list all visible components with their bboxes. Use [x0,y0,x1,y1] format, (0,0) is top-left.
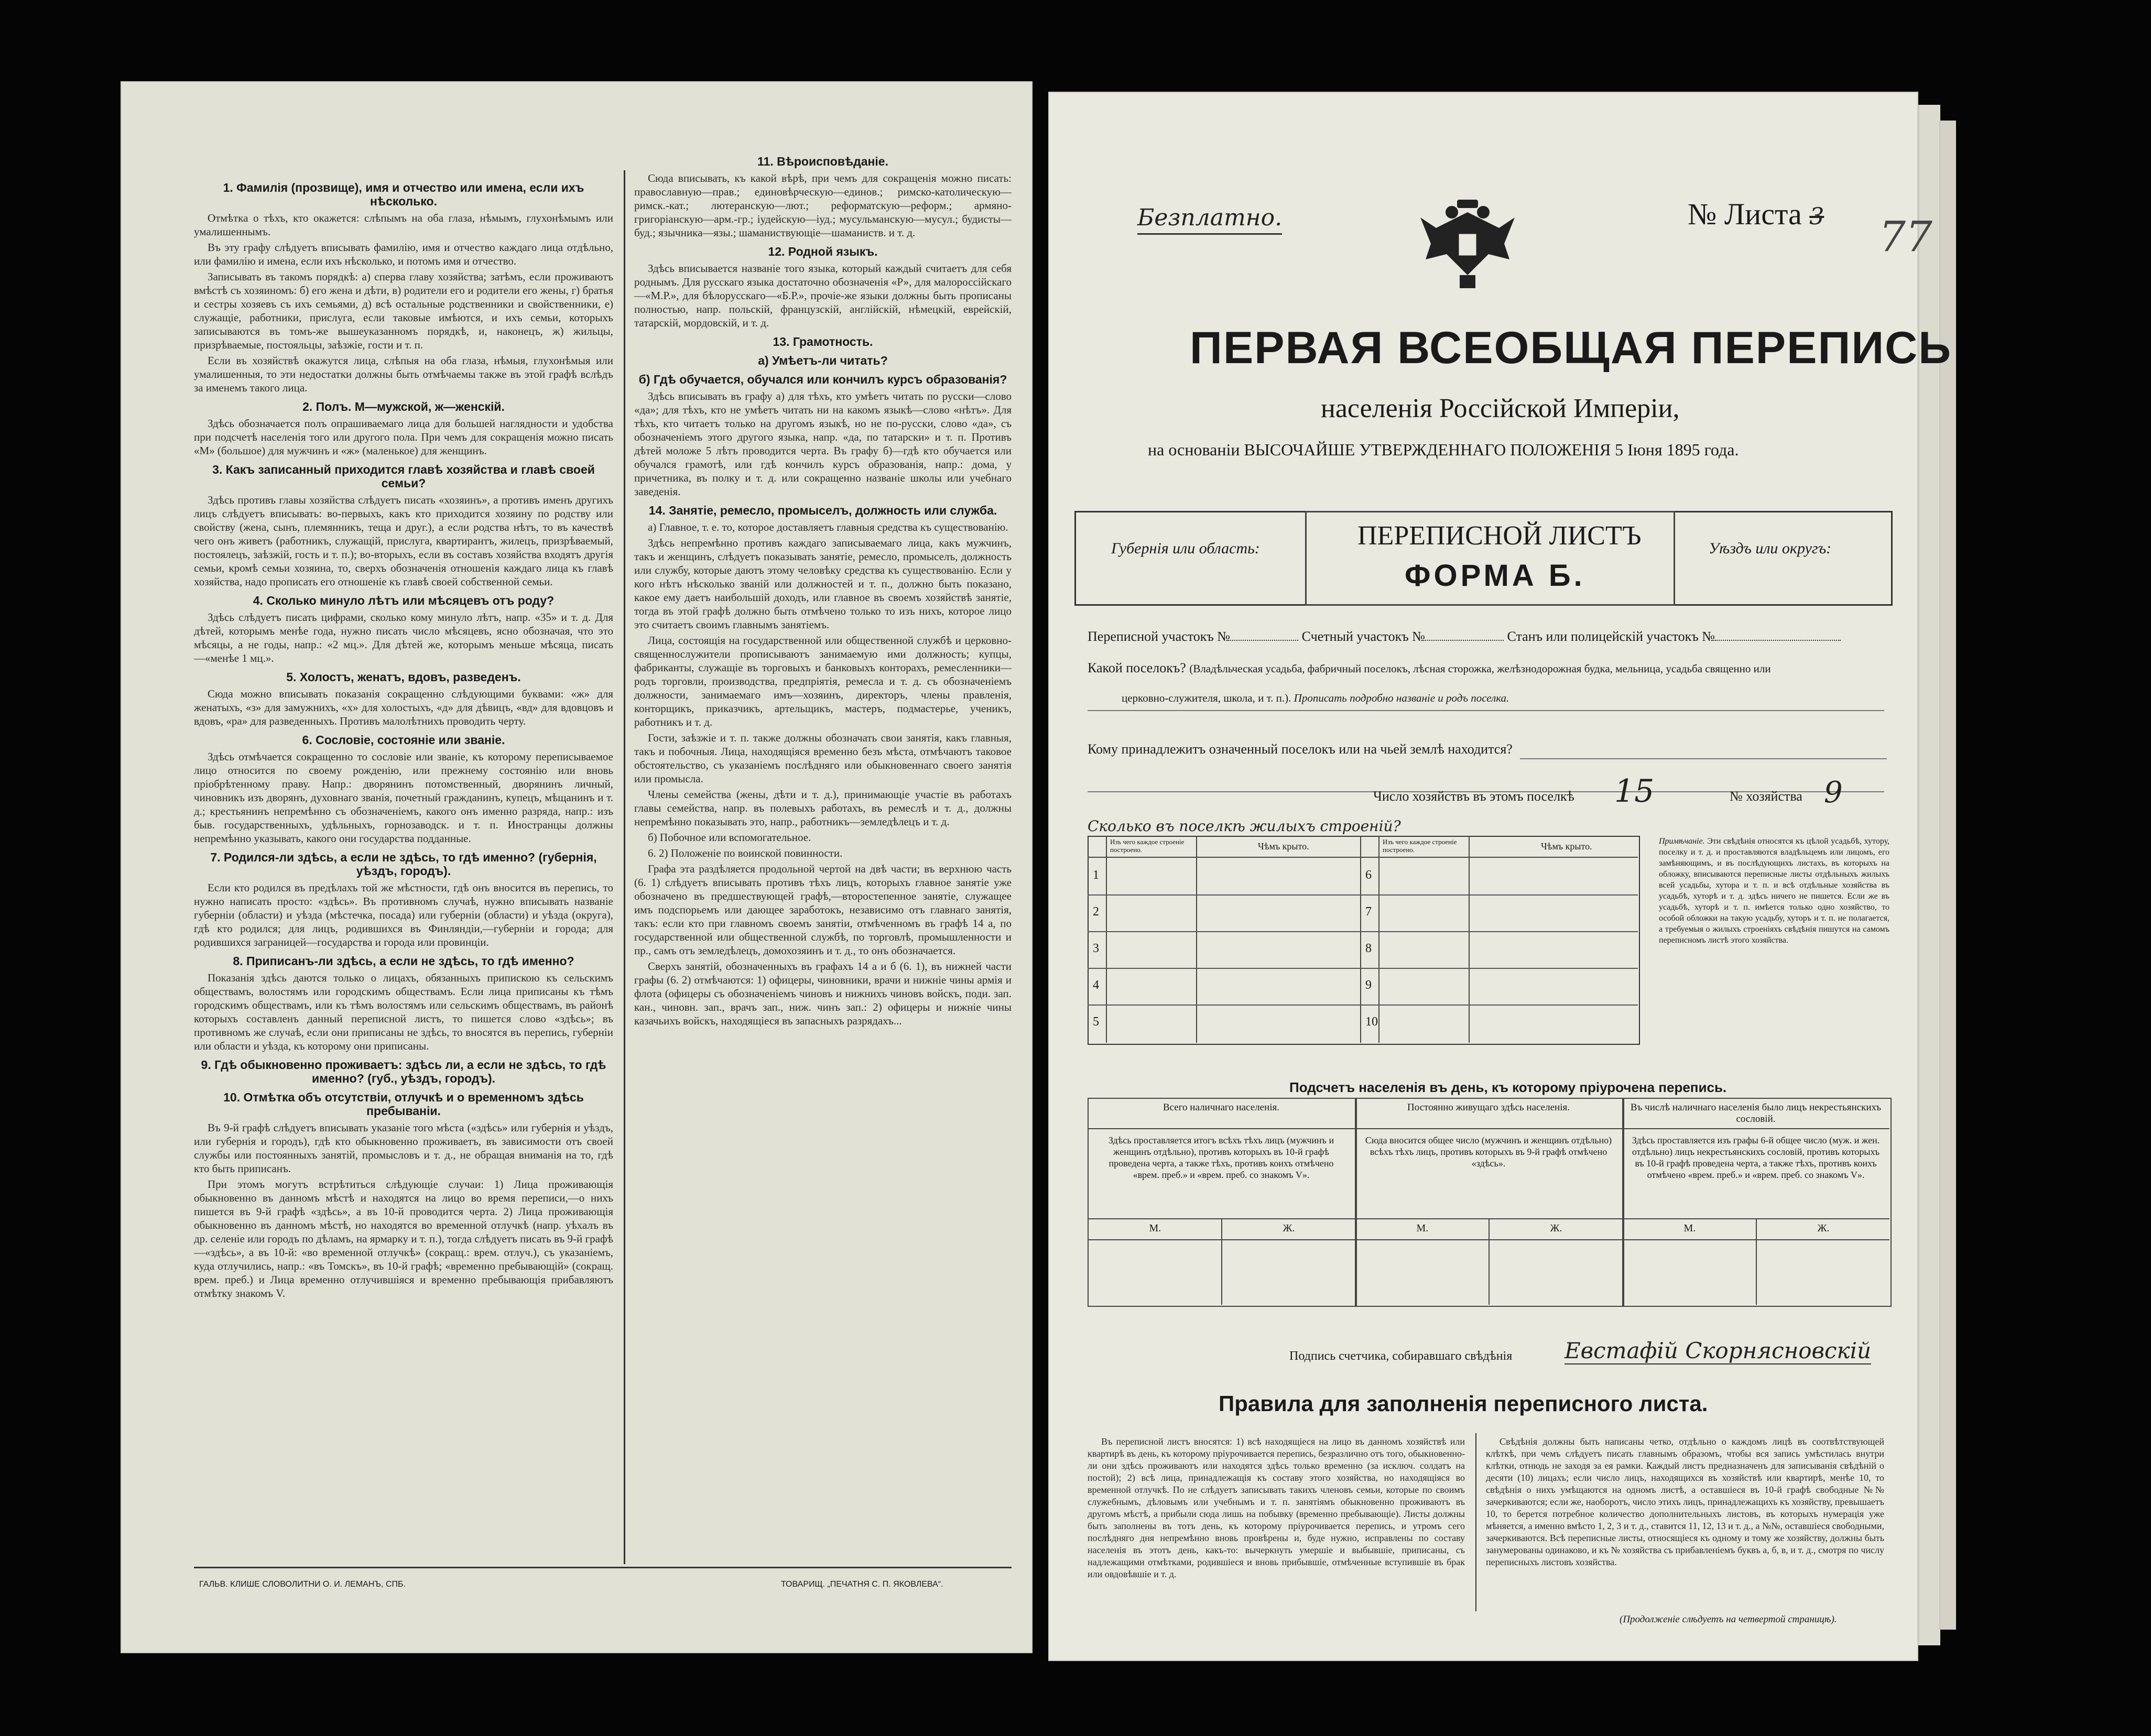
count-title: Подсчетъ населенія въ день, къ которому пріурочена перепись. [1289,1079,1727,1095]
settlement-label: Какой поселокъ? [1088,660,1186,675]
building-row-number: 10 [1365,1015,1378,1029]
section-paragraph: Графа эта раздѣляется продольной чертой на двѣ части; въ верхнюю часть (6. 1) слѣдуетъ вписывать противъ тѣхъ лицъ, которыхъ главное занятіе уже обозначено въ предшествующей графѣ,—второстепенное занятіе, служащее имъ подспорьемъ или дающее заработокъ, независимо отъ главнаго занятія, такъ: если кто при главномъ своемъ занятіи, отмѣченномъ въ графѣ 14 а, по государственной или общественной службѣ, по торговлѣ, промышленности и пр., самъ отъ земледѣлецъ, домохозяинъ и т. д., то онъ обозначается. [634,862,1012,957]
building-row-number: 1 [1093,868,1099,882]
count-head-rule [1622,1128,1889,1129]
count-mf-divider [1489,1218,1490,1305]
section-paragraph: Здѣсь вписывается названіе того языка, который каждый считаетъ для себя роднымъ. Для русскаго языка достаточно обозначенія «Р», для малороссійскаго—«М.Р.», для бѣлорусскаго—«Б.Р.», прочіе-же языки должны быть прописаны полностью, напр. польскій, французскій, англійскій, нѣмецкій, еврейскій, татарскій, мордовскій, и т. д. [634,262,1012,329]
right-page-census-form [1048,92,1952,1661]
section-title: 13. Грамотность. [773,335,873,348]
count-column-head: Всего наличнаго населенія. [1163,1102,1280,1113]
section-paragraph: Здѣсь противъ главы хозяйства слѣдуетъ писать «хозяинъ», а противъ именъ другихъ лицъ слѣдуетъ вписывать: во-первыхъ, какъ кто приходится хозяину по родству или свойству (жена, сынъ, племянникъ, теща и друг.), а если родства нѣтъ, то въ качествѣ чего онъ живетъ (работникъ, служащій, прислуга, квартирантъ, жилецъ, призрѣваемый, постоялецъ, заѣзжій, гость и т. п.); во-вторыхъ, если въ составъ хозяйства входятъ другія семьи, кромѣ семьи хозяина, то, сверхъ обозначенія отношенія каждаго лица къ главѣ хозяйства, надо прописать его отношеніе къ главѣ своей собственной семьи. [194,494,613,588]
imperial-eagle-emblem [1415,196,1520,291]
section-paragraph: Въ эту графу слѣдуетъ вписывать фамилію, имя и отчество каждаго лица отдѣльно, или фамилію и имена, если ихъ нѣсколько, и потомъ имя и отчество. [194,241,613,267]
household-number-value: 9 [1824,776,1843,810]
census-subtitle: населенія Россійской Имперіи, [1321,394,1680,423]
form-letter: ФОРМА Б. [1405,559,1585,593]
archive-number: 77 [1879,212,1932,261]
section-subtitle-b: б) Гдѣ обучается, обучался или кончилъ курсъ образованія? [638,373,1007,386]
instructions-column-1 [194,176,613,1564]
section-paragraph: Здѣсь вписывать въ графу а) для тѣхъ, кто умѣетъ читать по русски—слово «да»; для тѣхъ, кто не умѣетъ читать ни на какомъ языкѣ—слово «нѣтъ». Для тѣхъ, кто читаетъ только на другомъ языкѣ, но не по-русски, слово «да», съ обозначеніемъ этого другого языка, напр. «да, по татарски» и т. п. Противъ дѣтей моложе 5 лѣтъ проводится черта. Въ графу б)—гдѣ кто обучается или обучался грамотѣ, или гдѣ кончилъ курсъ образованія, напр.: дома, у причетника, въ полку и т. д. или сокращенно названіе школы или учебнаго заведенія. [634,390,1012,498]
section-paragraph: Здѣсь слѣдуетъ писать цифрами, сколько кому минуло лѣтъ, напр. «35» и т. д. Для дѣтей, которымъ менѣе года, нужно писать число мѣсяцевъ, ясно обозначая, что это мѣсяцы, а не годы, напр.: «2 мц.». Для дѣтей же, которымъ меньше мѣсяца, писать—«менѣе 1 мц.». [194,611,613,664]
settlement-hint-2: церковно-служителя, школа, и т. п.). [1122,692,1291,704]
section-title: 7. Родился-ли здѣсь, а если не здѣсь, то гдѣ именно? (губернія, уѣздъ, городъ). [210,850,597,878]
count-mf-divider [1756,1218,1757,1305]
section-paragraph: Сверхъ занятій, обозначенныхъ въ графахъ 14 а и б (6. 1), въ нижней части графы (6. 2) отмѣчаются: 1) офицеры, чиновники, врачи и нижніе чины армія и флота (офицеры съ обозначеніемъ чиновъ и нижнихъ чиновъ войскъ, поди. зап. кан., чиновн. зап., врачъ зап., ниж. чинъ зап.: 2) офицеры и нижніе чины казачьихъ войскъ, находящіеся въ запасныхъ разрядахъ... [634,960,1012,1027]
building-row-line [1088,1005,1638,1006]
count-label-rule [1622,1239,1889,1240]
section-paragraph: Сюда можно вписывать показанія сокращенно слѣдующими буквами: «ж» для женатыхъ, «з» для замужнихъ, «х» для холостыхъ, «д» для дѣвицъ, «вд» для вдовцовъ и вдовъ, «ра» для разведенныхъ. Противъ малолѣтнихъ проводить черту. [194,687,613,727]
section-paragraph: Если въ хозяйствѣ окажутся лица, слѣпыя на оба глаза, нѣмыя, глухонѣмыя или умалишенныя, то эти недостатки должны быть отмѣчаемы также въ этой графѣ вслѣдъ за именемъ такого лица. [194,354,613,394]
section-title: 2. Полъ. М—мужской, ж—женскій. [302,400,505,413]
settlement-line [1088,660,1771,676]
section-paragraph: Гости, заѣзжіе и т. п. также должны обозначать свои занятія, какъ главныя, такъ и побочныя. Лица, находящіяся временно безъ мѣста, отмѣчаютъ таковое обстоятельство, съ указаніемъ послѣдняго или обыкновеннаго своего занятія или промысла. [634,731,1012,785]
free-of-charge-label: Безплатно. [1137,204,1282,235]
police-district-label: Станъ или полицейскій участокъ № [1507,629,1715,644]
province-label: Губернія или область: [1111,540,1260,557]
section-paragraph: Въ 9-й графѣ слѣдуетъ вписывать указаніе того мѣста («здѣсь» или губернія и уѣздъ, или губернія и городъ), гдѣ кто обыкновенно проживаетъ, въ зависимости отъ своей службы или постоянныхъ занятій, промысловъ и т. д., не обращая вниманія на то, гдѣ кто быть приписанъ. [194,1121,613,1175]
male-label: М. [1683,1222,1696,1234]
count-column-head: Постоянно живущаго здѣсь населенія. [1407,1102,1570,1113]
section-paragraph: Здѣсь непремѣнно противъ каждаго записываемаго лица, какъ мужчинъ, такъ и женщинъ, слѣдуетъ показывать занятіе, ремесло, промыселъ, должность или службу, которые даютъ этому человѣку средства къ существованію. Если у кого нѣтъ нѣсколько званій или должностей и т. п., должно быть показано, какое ему даетъ наибольшій доходъ, или главное въ своемъ хозяйствѣ занятіе, тогда въ этой графѣ должно быть отмѣчено только то изъ нихъ, которое лицо это считаетъ своимъ главнымъ занятіемъ. [634,537,1012,631]
sheet-number-value: 3 [1809,203,1824,230]
buildings-col-b [1378,836,1470,1043]
census-basis: на основаніи ВЫСОЧАЙШЕ УТВЕРЖДЕННАГО ПОЛОЖЕНІЯ 5 Іюня 1895 года. [1148,440,1739,459]
section-paragraph: Лица, состоящія на государственной или общественной службѣ и церковно-священнослужители прописываютъ занимаемую ими должность; купцы, фабриканты, служащіе въ торговыхъ и банковыхъ конторахъ, ремесленники—родъ торговли, производства, предпріятія, ремесла и т. д. съ обозначеніемъ должности, занимаемаго имъ—хозяинъ, директоръ, члены правленія, конторщикъ, приказчикъ, артельщикъ, мастеръ, подмастерье, ученикъ, работникъ и т. д. [634,634,1012,728]
section-title: 5. Холостъ, женатъ, вдовъ, разведенъ. [286,670,521,684]
section-title: 6. Сословіе, состояніе или званіе. [302,733,505,747]
signature-value: Евстафій Скорнясновскій [1565,1338,1872,1363]
buildings-header-3: Изъ чего каждое строеніе построено. [1383,838,1457,854]
section-title: 4. Сколько минуло лѣтъ или мѣсяцевъ отъ роду? [253,594,555,607]
section-title: 12. Родной языкъ. [768,245,878,258]
form-title: ПЕРЕПИСНОЙ ЛИСТЪ [1357,521,1642,551]
district-label: Уѣздъ или округъ: [1709,540,1832,557]
note [1659,836,1889,946]
buildings-header-4: Чѣмъ крыто. [1541,841,1592,851]
building-row-number: 5 [1093,1015,1099,1029]
sheet-number-label [1688,196,1824,232]
count-column-head: Въ числѣ наличнаго населенія было лицъ некрестьянскихъ сословій. [1630,1102,1882,1124]
left-page-instructions [121,81,1033,1653]
rules-title: Правила для заполненія переписного листа. [1219,1391,1708,1416]
buildings-col-a [1106,836,1197,1043]
rules-text-1: Въ переписной листъ вносятся: 1) всѣ находящіеся на лицо въ данномъ хозяйствѣ или квартирѣ въ день, къ которому пріурочивается перепись, безразлично отъ того, обыкновенно-ли они здѣсь проживаютъ или находятся здѣсь только временно (за исключ. солдатъ на постой); 2) всѣ лица, принадлежащія къ составу этого хозяйства, но находящіяся во временной отлучкѣ. По не слѣдуетъ записывать такихъ членовъ семьи, которые по своимъ служебнымъ, дѣловымъ или учебнымъ и т. п. занятіямъ обыкновенно проживаютъ въ другомъ мѣстѣ, а прибыли сюда лишь на побывку (временно пребывающіе). Листы должны быть заполнены въ тотъ день, къ которому пріурочивается перепись, и утромъ сего послѣдняго дня непремѣнно вновь провѣрены и, буде нужно, исправлены по составу населенія въ этотъ день, какъ-то: вычеркнуть умершіе и выбывшіе, приписаны, съ надлежащими отмѣтками, родившіеся и вновь прибывшіе, отмѣченные вступившіе въ брак или овдовѣвшіе и т. д. [1088,1436,1465,1579]
counting-district-label: Счетный участокъ № [1301,629,1425,644]
female-label: Ж. [1283,1222,1295,1234]
section-paragraph: 6. 2) Положеніе по воинской повинности. [648,847,843,859]
buildings-header-2: Чѣмъ крыто. [1258,841,1309,851]
section-paragraph: Если кто родился въ предѣлахъ той же мѣстности, гдѣ онъ вносится въ перепись, то нужно написать просто: «здѣсь». Въ противномъ случаѣ, нужно вписывать названіе губерніи (области) и уѣзда (мѣстечка, посада) или губерніи (области) и уѣзда (округа), гдѣ кто родился; для лицъ, родившихся въ Финляндіи,—губерніи и города; для родившихся заграницей—государства и города или провинціи. [194,881,613,948]
count-label-rule [1088,1239,1355,1240]
census-title: ПЕРВАЯ ВСЕОБЩАЯ ПЕРЕПИСЬ [1190,323,1952,373]
signature-label: Подпись счетчика, собиравшаго свѣдѣнія [1289,1349,1513,1363]
building-row-line [1088,931,1638,932]
settlement-line-2 [1122,692,1509,705]
building-row-number: 4 [1093,978,1099,992]
section-title: 9. Гдѣ обыкновенно проживаетъ: здѣсь ли, а если не здѣсь, то гдѣ именно? (губ., уѣздъ, городъ). [201,1058,606,1085]
building-row-number: 7 [1365,905,1372,919]
note-title: Примѣчаніе. [1659,837,1705,846]
column-divider [624,170,625,1564]
buildings-header-1: Изъ чего каждое строеніе построено. [1110,838,1185,854]
building-row-line [1088,894,1638,896]
female-label: Ж. [1817,1222,1830,1234]
note-text: Эти свѣдѣнія относятся къ цѣлой усадьбѣ, хутору, поселку и т. д. и проставляются владѣльцемъ или лицомъ, его замѣняющимъ, и въ послѣдующихъ листахъ, въ которыхъ на обложку, вписываются переписные листы отдѣльныхъ жилыхъ всей усадьбы, хутора и т. п. и всѣ отдѣльные хозяйства въ усадьбѣ, хуторѣ и т. д. здѣсь ничего не пишется. Если же въ усадьбѣ, хуторѣ и т. п. имѣется только одно хозяйство, то особой обложки на такую усадьбу, хуторъ и т. п. не полагается, а требуемыя о жилыхъ строеніяхъ свѣдѣнія пишутся на самомъ переписномъ листѣ этого хозяйства. [1659,837,1890,945]
section-paragraph: Члены семейства (жены, дѣти и т. д.), принимающіе участіе въ работахъ главы семейства, напр. въ полевыхъ работахъ, въ ремеслѣ и т. д., должны непремѣнно показывать это, напр., работникъ—земледѣлецъ и т. д. [634,788,1012,828]
settlement-hint-3: Прописать подробно названіе и родъ поселка. [1294,692,1509,704]
rules-column-2 [1486,1436,1884,1609]
rules-divider [1475,1433,1476,1611]
household-number-label: № хозяйства [1730,789,1802,804]
section-title: 3. Какъ записанный приходится главѣ хозяйства и главѣ своей семьи? [212,463,595,490]
section-paragraph: Здѣсь обозначается полъ опрашиваемаго лица для большей наглядности и удобства при подсчетѣ населенія того или другого пола. При чемъ для сокращенія можно писать «М» (большое) для мужчинъ и «ж» (маленькое) для женщинъ. [194,417,613,457]
male-label: М. [1416,1222,1429,1234]
section-title-2: 10. Отмѣтка объ отсутствіи, отлучкѣ и о временномъ здѣсь пребываніи. [223,1090,584,1118]
settlement-hint: (Владѣльческая усадьба, фабричный поселокъ, лѣсная сторожка, желѣзнодорожная будка, мельница, усадьба священно или [1189,662,1771,675]
instructions-column-2 [634,149,1012,1564]
section-paragraph: Показанія здѣсь даются только о лицахъ, обязанныхъ припискою къ сельскимъ обществамъ, волостямъ или городскимъ обществамъ. Если лица приписаны къ тѣмъ городскимъ обществамъ, или къ тѣмъ волостямъ или сельскимъ обществамъ, въ районѣ которыхъ составленъ данный переписной листъ, то пишется слово «здѣсь»; въ противномъ же случаѣ, если они приписаны не здѣсь, то вносятся въ перепись, губерніи или области и уѣзда, къ которому они приписаны. [194,971,613,1052]
households-label: Число хозяйствъ въ этомъ поселкѣ [1373,789,1574,804]
count-head-rule [1088,1128,1355,1129]
section-title: 8. Приписанъ-ли здѣсь, а если не здѣсь, то гдѣ именно? [233,954,574,968]
section-title: 1. Фамилія (прозвище), имя и отчество или имена, если ихъ нѣсколько. [223,181,584,208]
settlement-fill-line [1088,710,1884,711]
count-head-rule [1355,1128,1622,1129]
section-paragraph: б) Побочное или вспомогательное. [648,831,811,844]
building-row-number: 3 [1093,942,1099,955]
section-title: 11. Вѣроисповѣданіе. [757,155,888,168]
section-paragraph: Здѣсь отмѣчается сокращенно то сословіе или званіе, къ которому переписываемое лицо относится по своему рожденію, или прежнему состоянію или вновь пріобрѣтенному праву. Напр.: дворянинъ потомственный, дворянинъ личный, чиновникъ изъ дворянъ, духовнаго званія, почетный гражданинъ, купецъ, мѣщанинъ и т. д.; крестьянинъ непремѣнно съ обозначеніемъ, какого онъ именно разряда, напр.: изъ быв. государственныхъ, удѣльныхъ, горнозаводск. и т. п. Иностранцы должны непремѣнно указывать, какого они государства подданные. [194,750,613,845]
count-column-body: Здѣсь проставляется итогъ всѣхъ тѣхъ лицъ (мужчинъ и женщинъ отдѣльно), противъ которыхъ въ 10-й графѣ проведена черта, а также тѣхъ, противъ коихъ отмѣчено «врем. преб.» и «врем. преб. со знакомъ V». [1108,1135,1334,1180]
count-column-body: Сюда вносится общее число (мужчинъ и женщинъ отдѣльно) всѣхъ тѣхъ лицъ, противъ которыхъ въ 9-й графѣ отмѣчено «здѣсь». [1365,1135,1612,1169]
sheet-number-text: № Листа [1688,197,1802,231]
count-mf-divider [1221,1218,1222,1305]
count-label-rule [1355,1239,1622,1240]
male-label: М. [1149,1222,1161,1234]
buildings-label: Сколько въ поселкѣ жилыхъ строеній? [1088,817,1401,835]
section-subtitle-a: а) Умѣетъ-ли читать? [758,354,888,367]
printer-mark-right: ТОВАРИЩ. „ПЕЧАТНЯ С. П. ЯКОВЛЕВА“. [781,1580,943,1589]
building-row-number: 8 [1365,942,1372,955]
households-value: 15 [1614,773,1655,810]
female-label: Ж. [1550,1222,1562,1234]
section-paragraph: а) Главное, т. е. то, которое доставляетъ главныя средства къ существованію. [648,521,1008,533]
count-column-body: Здѣсь проставляется изъ графы 6-й общее число (муж. и жен. отдѣльно) лицъ некрестьянскихъ сословій, противъ которыхъ въ 10-й графѣ проведена черта, а также тѣхъ, противъ коихъ отмѣчено «врем. преб.» и «врем. преб. со знакомъ V». [1632,1135,1880,1180]
section-paragraph: Сюда вписывать, къ какой вѣрѣ, при чемъ для сокращенія можно писать: православную—прав.; единовѣрческую—единов.; римско-католическую—римск.-кат.; лютеранскую—лют.; реформатскую—реформ.; армяно-григоріанскую—арм.-гр.; іудейскую—іуд.; мусульманскую—мусул.; будисты—буд.; язычника—язы.; шаманиствующіе—шаманиств. и т. д. [634,172,1012,239]
bottom-rule [194,1567,1012,1568]
building-row-number: 2 [1093,905,1099,919]
printer-mark-left: ГАЛЬВ. КЛИШЕ СЛОВОЛИТНИ О. И. ЛЕМАНЪ, СПБ. [199,1580,406,1589]
census-district-label: Переписной участокъ № [1088,629,1231,644]
section-paragraph: При этомъ могутъ встрѣтиться слѣдующіе случаи: 1) Лица проживающія обыкновенно въ данномъ мѣстѣ и находятся на лицо во время переписи,—о нихъ пишется въ 9-й графѣ «здѣсь», а въ 10-й проводится черта. 2) Лица проживающія обыкновенно въ данномъ мѣстѣ, но находятся во временной отлучкѣ (напр. уѣхалъ въ др. селеніе или городъ по дѣламъ, на ярмарку и т. п.), тогда слѣдуетъ писать въ 9-й графѣ—«здѣсь», а въ 10-й: «во временной отлучкѣ» (сокращ.: врем. отлуч.), съ указаніемъ, куда отлучились, напр.: «въ Томскъ», въ 10-й графѣ; «временно пребывающій» (сокращ. врем. преб.) и Лица временно отлучившіяся и временно пребывающія прибавляютъ отмѣтку знакомъ V. [194,1178,613,1300]
owner-line: Кому принадлежитъ означенный поселокъ или на чьей землѣ находится? [1088,741,1513,757]
owner-fill-line [1520,758,1887,759]
section-paragraph: Записывать въ такомъ порядкѣ: а) сперва главу хозяйства; затѣмъ, если проживаютъ вмѣстѣ съ хозяиномъ: б) его жена и дѣти, в) родители его и родители его жены, г) братья и сестры хозяевъ съ ихъ семьями, д) всѣ остальные родственники и свойственники, е) служащіе, работники, прислуга, если таковые имѣются, и ихъ семьи, которыхъ записываются въ томъ-же вышеуказанномъ порядкѣ, и, наконецъ, ж) жильцы, призрѣваемые, постояльцы, заѣзжіе, гости и т. п. [194,270,613,351]
census-district-line [1088,629,1841,645]
rules-column-1 [1088,1436,1465,1619]
section-paragraph: Отмѣтка о тѣхъ, кто окажется: слѣпымъ на оба глаза, нѣмымъ, глухонѣмымъ или умалишеннымъ. [194,212,613,238]
building-row-number: 9 [1365,978,1372,992]
building-row-number: 6 [1365,868,1372,882]
building-row-line [1088,968,1638,969]
rules-text-2: Свѣдѣнія должны быть написаны четко, отдѣльно о каждомъ лицѣ въ соотвѣтствующей клѣткѣ, при чемъ слѣдуетъ писать главнымъ образомъ, чтобы вся запись умѣстилась внутри клѣтки, отнюдь не заходя за ея рамки. Каждый листъ предназначенъ для записыванія свѣдѣній о десяти (10) лицахъ; если число лицъ, находящихся въ хозяйствѣ или квартирѣ, менѣе 10, то свѣдѣнія о нихъ умѣщаются на одномъ листѣ, а оставшіеся въ 10-й графѣ свободные №№ зачеркиваются; если же, наоборотъ, число этихъ лицъ, принадлежащихъ къ хозяйству, превышаетъ 10, то берется потребное количество дополнительныхъ листовъ, въ которыхъ нумерація уже мѣняется, а именно вмѣсто 1, 2, 3 и т. д., ставится 11, 12, 13 и т. д., а №№, оставшіеся свободными, зачеркиваются. Всѣ переписные листы, относящіеся къ одному и тому же хозяйству, должны быть занумерованы одинаково, и къ № хозяйства съ прибавленіемъ буквъ а, б, в, и т. д., смотря по числу переписныхъ листовъ хозяйства. [1486,1436,1884,1567]
section-title: 14. Занятіе, ремесло, промыселъ, должность или служба. [648,504,997,517]
continued-note: (Продолженіе слѣдуетъ на четвертой страницѣ). [1620,1614,1837,1625]
